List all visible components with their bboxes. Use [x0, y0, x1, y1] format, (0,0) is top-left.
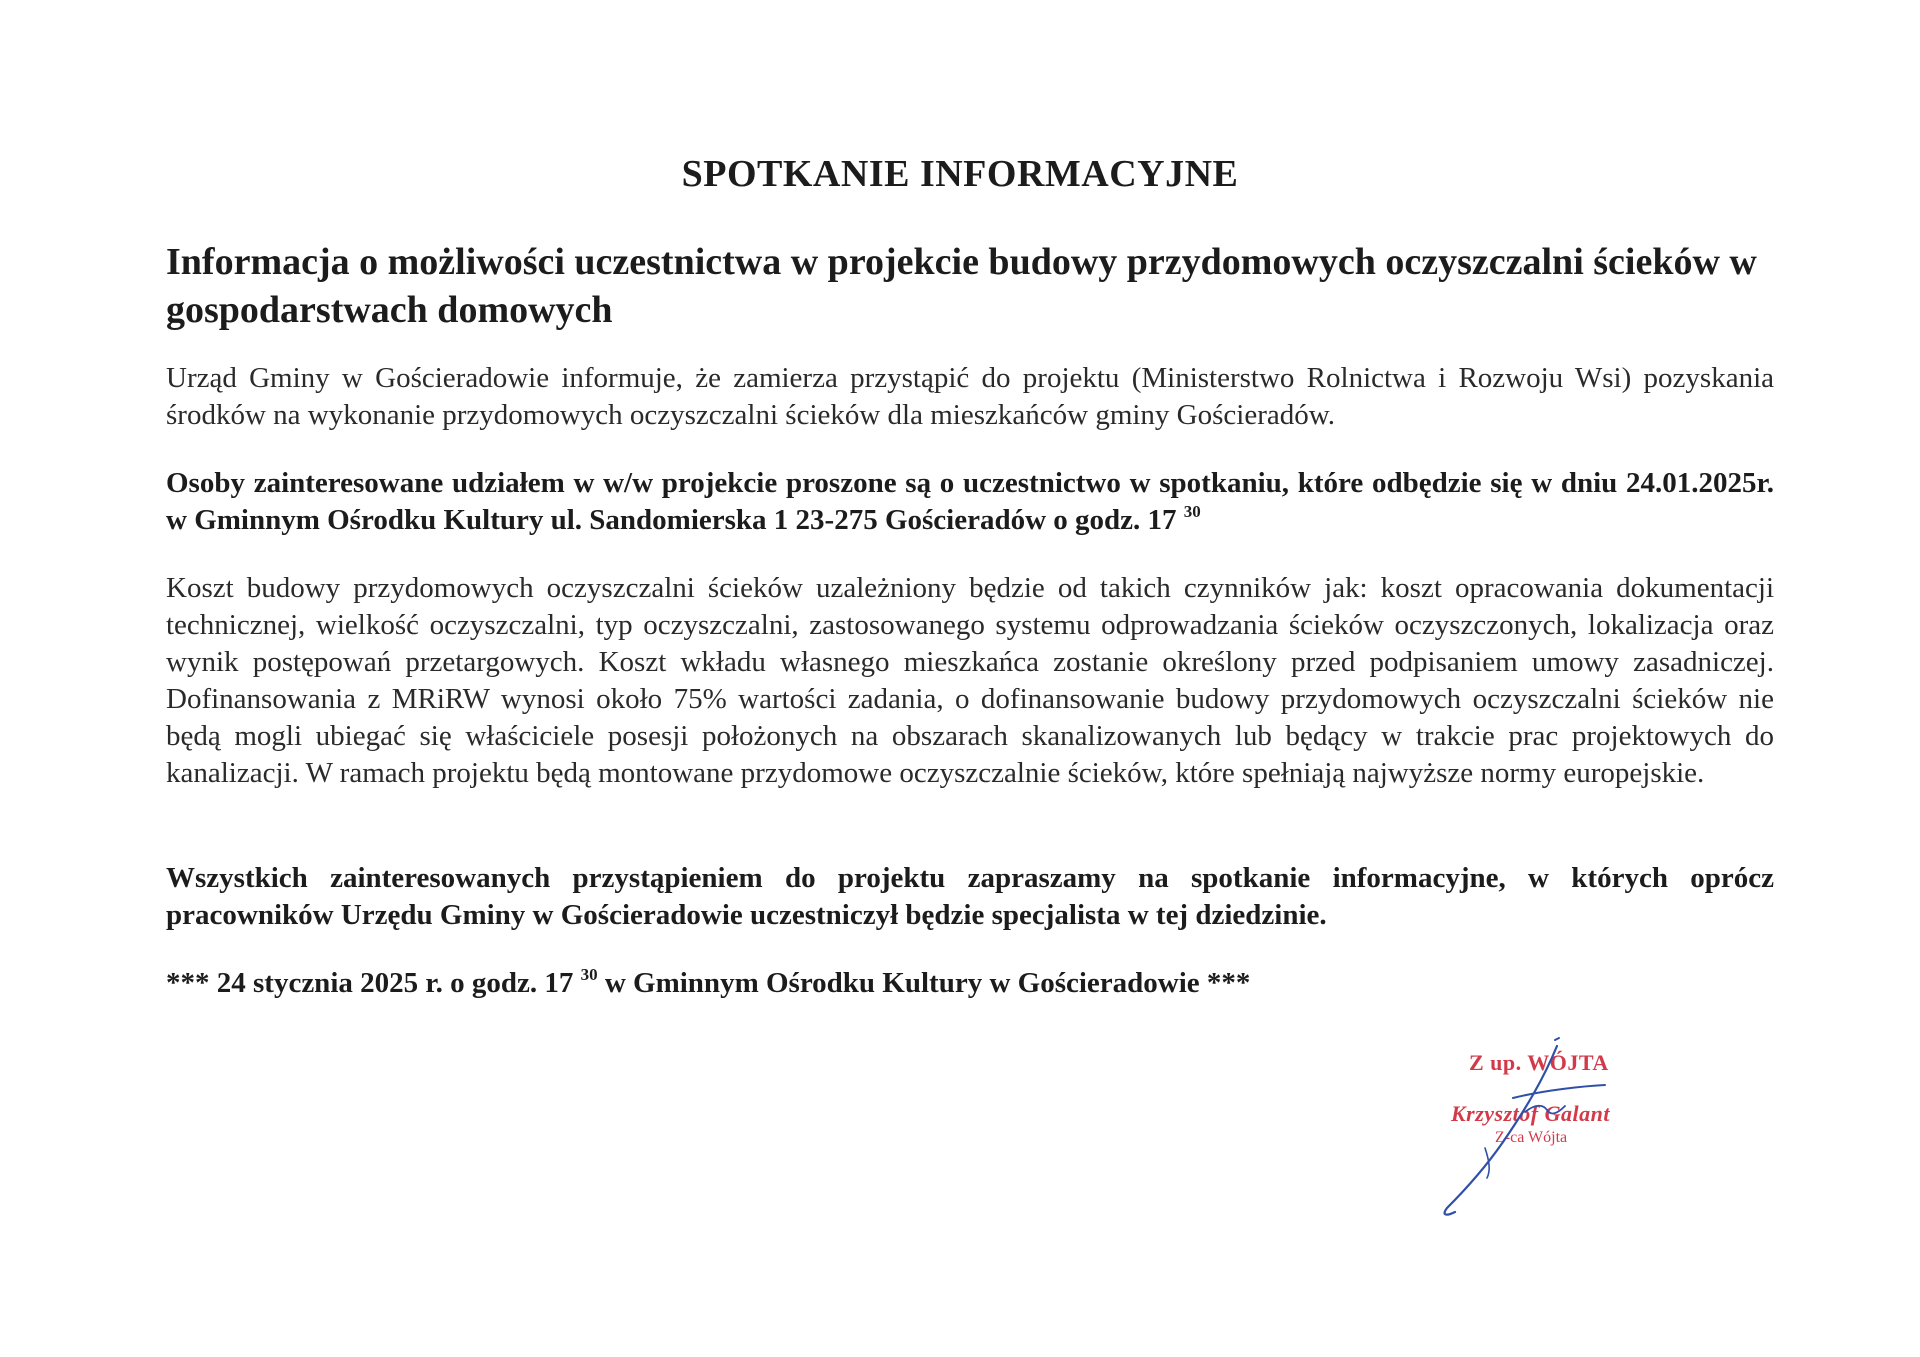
- meeting-details-text: Osoby zainteresowane udziałem w w/w projekcie proszone są o uczestnictwo w spotkaniu, które odbędzie się w dniu 24.01.2025r. w Gminnym Ośrodku Kultury ul. Sandomierska 1 23-275 Gościeradów o godz. 17: [166, 467, 1774, 536]
- reminder-date-text: *** 24 stycznia 2025 r. o godz. 17: [166, 967, 574, 999]
- reminder-place-text: w Gminnym Ośrodku Kultury w Gościeradowie ***: [597, 967, 1251, 999]
- stamp-name-line: Krzysztof Galant: [1451, 1101, 1610, 1126]
- stamp-authority-line: Z up. WÓJTA: [1469, 1050, 1609, 1075]
- document-subtitle: Informacja o możliwości uczestnictwa w projekcie budowy przydomowych oczyszczalni ścieków w gospodarstwach domowych: [166, 241, 1757, 331]
- paragraph-invitation: Wszystkich zainteresowanych przystąpieniem do projektu zapraszamy na spotkanie informacyjne, w których oprócz pracowników Urzędu Gminy w Gościeradowie uczestniczył będzie specjalista w tej dziedzinie.: [166, 862, 1774, 931]
- meeting-time-minutes: 30: [1183, 502, 1201, 521]
- stamp-position-line: Z-ca Wójta: [1495, 1129, 1568, 1146]
- reminder-time-minutes: 30: [580, 965, 598, 984]
- paragraph-meeting-details: [166, 465, 1774, 539]
- paragraph-announcement: Urząd Gminy w Gościeradowie informuje, że zamierza przystąpić do projektu (Ministerstwo Rolnictwa i Rozwoju Wsi) pozyskania środków na wykonanie przydomowych oczyszczalni ścieków dla mieszkańców gminy Gościeradów.: [166, 362, 1774, 431]
- document-title: SPOTKANIE INFORMACYJNE: [681, 153, 1239, 195]
- paragraph-meeting-reminder: [166, 965, 1786, 1002]
- handwritten-signature: [1425, 1030, 1735, 1230]
- paragraph-cost-info: Koszt budowy przydomowych oczyszczalni ścieków uzależniony będzie od takich czynników jak: koszt opracowania dokumentacji technicznej, wielkość oczyszczalni, typ oczyszczalni, zastosowanego systemu odprowadzania ścieków oczyszczonych, lokalizacja oraz wynik postępowań przetargowych. Koszt wkładu własnego mieszkańca zostanie określony przed podpisaniem umowy zasadniczej. Dofinansowania z MRiRW wynosi około 75% wartości zadania, o dofinansowanie budowy przydomowych oczyszczalni ścieków nie będą mogli ubiegać się właściciele posesji położonych na obszarach skanalizowanych lub będący w trakcie prac projektowych do kanalizacji. W ramach projektu będą montowane przydomowe oczyszczalnie ścieków, które spełniają najwyższe normy europejskie.: [166, 572, 1774, 789]
- official-stamp: [1425, 1030, 1735, 1230]
